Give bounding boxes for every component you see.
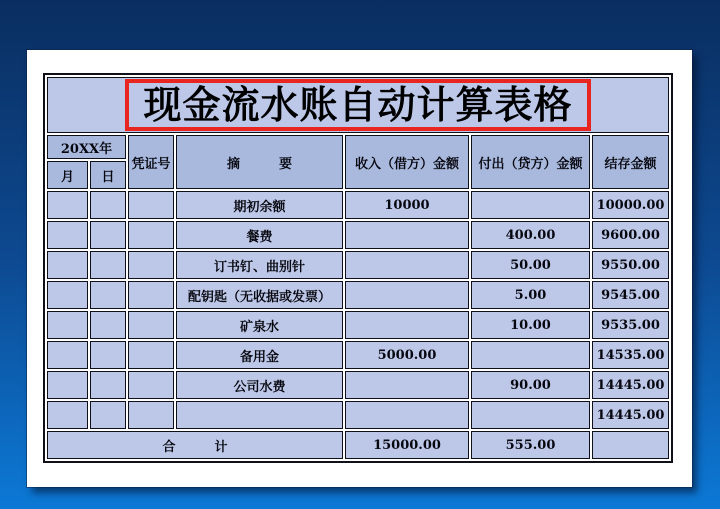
cell-day <box>90 401 126 429</box>
cell-income: 10000 <box>345 191 469 219</box>
cell-balance: 9545.00 <box>592 281 669 309</box>
cell-day <box>90 311 126 339</box>
cell-day <box>90 281 126 309</box>
cell-income <box>345 281 469 309</box>
cell-balance: 14535.00 <box>592 341 669 369</box>
cell-day <box>90 191 126 219</box>
cell-expense: 90.00 <box>471 371 590 399</box>
table-row <box>47 191 669 219</box>
cell-summary: 期初余额 <box>176 191 343 219</box>
table-row <box>47 281 669 309</box>
cell-day <box>90 371 126 399</box>
page-title: 现金流水账自动计算表格 <box>125 79 590 132</box>
cell-month <box>47 191 88 219</box>
cell-voucher <box>128 281 174 309</box>
cell-balance: 9550.00 <box>592 251 669 279</box>
header-income: 收入（借方）金额 <box>345 135 469 189</box>
cell-month <box>47 251 88 279</box>
cell-voucher <box>128 401 174 429</box>
cell-summary: 备用金 <box>176 341 343 369</box>
cell-balance: 14445.00 <box>592 401 669 429</box>
total-row <box>47 431 669 459</box>
cell-summary: 矿泉水 <box>176 311 343 339</box>
cell-voucher <box>128 191 174 219</box>
cell-income <box>345 311 469 339</box>
cell-voucher <box>128 341 174 369</box>
cell-expense <box>471 341 590 369</box>
cell-month <box>47 401 88 429</box>
cell-income <box>345 251 469 279</box>
cell-expense: 10.00 <box>471 311 590 339</box>
cell-balance: 14445.00 <box>592 371 669 399</box>
cell-balance: 9535.00 <box>592 311 669 339</box>
table-row <box>47 221 669 249</box>
cell-month <box>47 371 88 399</box>
cell-summary <box>176 401 343 429</box>
cell-summary: 公司水费 <box>176 371 343 399</box>
cell-voucher <box>128 371 174 399</box>
table-row <box>47 251 669 279</box>
cell-expense: 400.00 <box>471 221 590 249</box>
header-balance: 结存金额 <box>592 135 669 189</box>
cash-ledger-table <box>43 73 673 463</box>
cell-income <box>345 401 469 429</box>
cell-income <box>345 371 469 399</box>
cell-summary: 订书钉、曲别针 <box>176 251 343 279</box>
header-day: 日 <box>90 161 126 189</box>
cell-day <box>90 341 126 369</box>
cell-expense <box>471 401 590 429</box>
cell-voucher <box>128 251 174 279</box>
table-row <box>47 401 669 429</box>
table-row <box>47 371 669 399</box>
cell-voucher <box>128 311 174 339</box>
title-row <box>47 77 669 133</box>
cell-balance: 10000.00 <box>592 191 669 219</box>
cell-month <box>47 281 88 309</box>
cell-expense: 5.00 <box>471 281 590 309</box>
cell-summary: 配钥匙（无收据或发票） <box>176 281 343 309</box>
total-income: 15000.00 <box>345 431 469 459</box>
cell-month <box>47 221 88 249</box>
cell-income <box>345 221 469 249</box>
total-balance <box>592 431 669 459</box>
cell-month <box>47 311 88 339</box>
header-expense: 付出（贷方）金额 <box>471 135 590 189</box>
header-row-top <box>47 135 669 159</box>
worksheet-page <box>27 50 692 487</box>
cell-summary: 餐费 <box>176 221 343 249</box>
cell-voucher <box>128 221 174 249</box>
cell-expense <box>471 191 590 219</box>
cell-expense: 50.00 <box>471 251 590 279</box>
header-voucher: 凭证号 <box>128 135 174 189</box>
table-row <box>47 341 669 369</box>
cell-balance: 9600.00 <box>592 221 669 249</box>
title-cell <box>47 77 669 133</box>
cell-income: 5000.00 <box>345 341 469 369</box>
cell-day <box>90 251 126 279</box>
cell-day <box>90 221 126 249</box>
header-year: 20XX年 <box>47 135 126 159</box>
table-row <box>47 311 669 339</box>
header-month: 月 <box>47 161 88 189</box>
total-label: 合 计 <box>47 431 343 459</box>
total-expense: 555.00 <box>471 431 590 459</box>
header-summary: 摘 要 <box>176 135 343 189</box>
cell-month <box>47 341 88 369</box>
